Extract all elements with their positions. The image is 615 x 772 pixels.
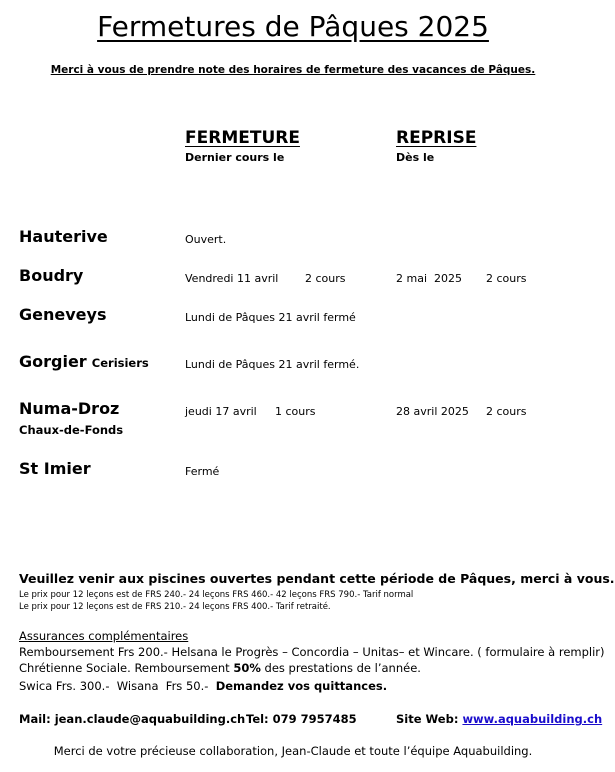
closing-courses: 2 cours [305, 272, 346, 285]
closing-date: Fermé [185, 465, 220, 478]
reopening-date: 2 mai 2025 [396, 272, 462, 285]
reopening-column-subheader: Dès le [396, 151, 435, 164]
closing-thanks: Merci de votre précieuse collaboration, Jean-Claude et toute l’équipe Aquabuilding. [53, 744, 533, 758]
insurance-line-2 [19, 661, 421, 675]
closing-date: Lundi de Pâques 21 avril fermé [185, 311, 356, 324]
website-link[interactable]: www.aquabuilding.ch [462, 712, 603, 726]
site-name: Hauterive [19, 227, 108, 246]
page-title: Fermetures de Pâques 2025 [97, 10, 489, 43]
reopening-date: 28 avril 2025 [396, 405, 469, 418]
contact-tel: Tel: 079 7957485 [246, 712, 357, 726]
insurance-line-3 [19, 679, 387, 693]
site-subname: Chaux-de-Fonds [19, 423, 124, 437]
closing-date: Vendredi 11 avril [185, 272, 279, 285]
closing-date: Ouvert. [185, 233, 227, 246]
reopening-column-header: REPRISE [396, 128, 477, 148]
contact-website [396, 712, 602, 726]
page-subtitle: Merci à vous de prendre note des horaires de fermeture des vacances de Pâques. [50, 64, 536, 76]
insurance-percentage: 50% [233, 661, 261, 675]
receipts-request: Demandez vos quittances. [215, 679, 388, 693]
reopening-courses: 2 cours [486, 272, 527, 285]
site-name: Boudry [19, 266, 84, 285]
site-subname: Cerisiers [91, 356, 149, 370]
site-name: Gorgier [19, 352, 87, 371]
insurance-title: Assurances complémentaires [19, 629, 189, 643]
contact-mail: Mail: jean.claude@aquabuilding.ch [19, 712, 246, 726]
site-name: Geneveys [19, 305, 107, 324]
insurance-line-1: Remboursement Frs 200.- Helsana le Progrès – Concordia – Unitas– et Wincare. ( formulaire à remplir) [19, 645, 605, 659]
insurance-line-2-text: Chrétienne Sociale. Remboursement [19, 661, 234, 675]
insurance-line-3-text: Swica Frs. 300.- Wisana Frs 50.- [19, 679, 216, 693]
price-normal: Le prix pour 12 leçons est de FRS 240.- 24 leçons FRS 460.- 42 leçons FRS 790.- Tarif normal [19, 590, 414, 600]
closing-column-subheader: Dernier cours le [185, 151, 285, 164]
price-retired: Le prix pour 12 leçons est de FRS 210.- 24 leçons FRS 400.- Tarif retraité. [19, 602, 331, 612]
open-pools-notice: Veuillez venir aux piscines ouvertes pendant cette période de Pâques, merci à vous. [19, 571, 615, 586]
insurance-line-2-text-end: des prestations de l’année. [260, 661, 421, 675]
site-name: St Imier [19, 459, 91, 478]
closing-courses: 1 cours [275, 405, 316, 418]
site-name: Numa-Droz [19, 399, 120, 418]
reopening-courses: 2 cours [486, 405, 527, 418]
closing-column-header: FERMETURE [185, 128, 300, 148]
website-label: Site Web: [396, 712, 463, 726]
closing-date: jeudi 17 avril [185, 405, 257, 418]
site-name-group [19, 352, 149, 371]
closing-date: Lundi de Pâques 21 avril fermé. [185, 358, 360, 371]
